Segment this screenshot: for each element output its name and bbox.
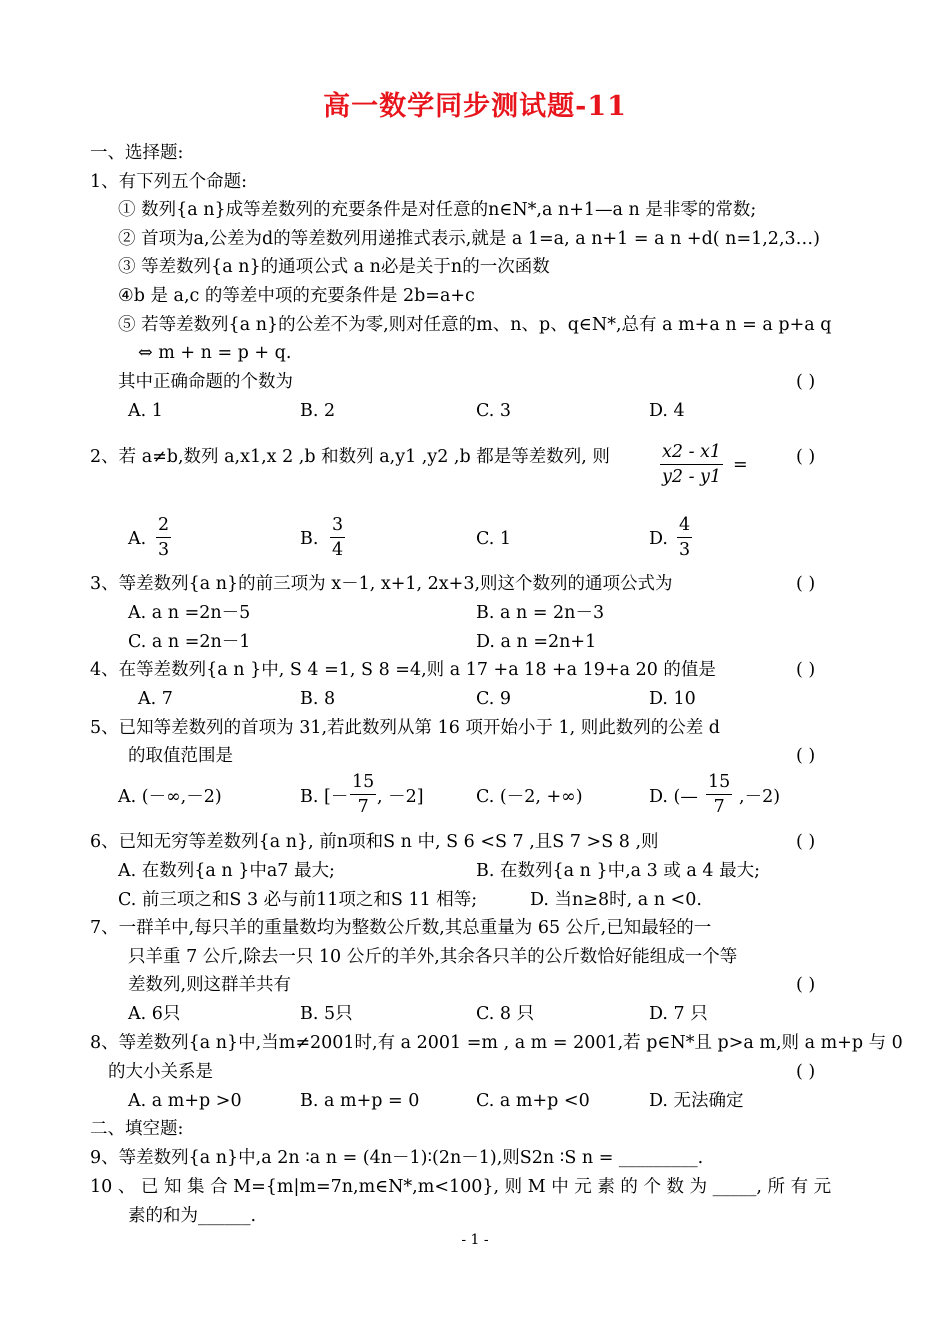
- q2-option-d-label: D.: [649, 529, 668, 549]
- q9-text: 9、等差数列{a n}中,a 2n ∶a n = (4n－1)∶(2n－1),则S2n ∶S n = _________.: [90, 1148, 704, 1168]
- page-title: 高一数学同步测试题-11: [323, 91, 627, 122]
- q7-option-a: A. 6只: [128, 1004, 181, 1024]
- q3-option-b: B. a n = 2n－3: [476, 603, 605, 623]
- q4-option-b: B. 8: [300, 689, 336, 709]
- q7-option-d: D. 7 只: [649, 1004, 708, 1024]
- q1-question: 其中正确命题的个数为: [118, 372, 293, 392]
- q5-option-d-fraction: [706, 772, 732, 817]
- q3-option-a: A. a n =2n－5: [128, 603, 251, 623]
- q6-stem: 6、已知无穷等差数列{a n}, 前n项和S n 中, S 6 <S 7 ,且S 7 >S 8 ,则: [90, 832, 659, 852]
- q5-option-b-fraction: [350, 772, 376, 817]
- q6-option-a: A. 在数列{a n }中a7 最大;: [118, 861, 335, 881]
- q2-option-b-label: B.: [300, 529, 319, 549]
- q5-option-b-suffix: , －2]: [377, 787, 424, 807]
- q8-option-c: C. a m+p <0: [476, 1091, 590, 1111]
- q6-answer-blank: ( ): [796, 832, 816, 852]
- q1-option-d: D. 4: [649, 401, 685, 421]
- q5-option-d-suffix: ,－2): [739, 787, 781, 807]
- q1-proposition-4: ④b 是 a,c 的等差中项的充要条件是 2b=a+c: [118, 286, 475, 306]
- q7-stem-cont-2: 差数列,则这群羊共有: [128, 975, 292, 995]
- q2-fraction-numerator: x2 - x1: [662, 442, 722, 462]
- q5-option-a: A. (－∞,－2): [118, 787, 222, 807]
- page-number: - 1 -: [461, 1232, 489, 1248]
- q2-option-d-fraction: [677, 515, 692, 560]
- q3-stem: 3、等差数列{a n}的前三项为 x－1, x+1, 2x+3,则这个数列的通项公式为: [90, 574, 673, 594]
- q2-option-b-den: 4: [332, 540, 344, 560]
- q2-option-b-num: 3: [332, 515, 344, 535]
- q1-proposition-5: ⑤ 若等差数列{a n}的公差不为零,则对任意的m、n、p、q∈N*,总有 a m+a n = a p+a q: [118, 315, 832, 335]
- q2-option-d-num: 4: [679, 515, 691, 535]
- q5-option-b-den: 7: [357, 797, 369, 817]
- q2-option-a-den: 3: [158, 540, 170, 560]
- q10-text-cont: 素的和为______.: [128, 1206, 257, 1226]
- q1-option-c: C. 3: [476, 401, 512, 421]
- section-heading-fill-in: 二、填空题:: [90, 1119, 184, 1139]
- q5-answer-blank: ( ): [796, 746, 816, 766]
- q8-stem: 8、等差数列{a n}中,当m≠2001时,有 a 2001 =m , a m = 2001,若 p∈N*且 p>a m,则 a m+p 与 0: [90, 1033, 903, 1053]
- q7-option-c: C. 8 只: [476, 1004, 535, 1024]
- q5-stem: 5、已知等差数列的首项为 31,若此数列从第 16 项开始小于 1, 则此数列的公差 d: [90, 718, 721, 738]
- q4-option-a: A. 7: [138, 689, 173, 709]
- q10-text: 10 、 已 知 集 合 M={m|m=7n,m∈N*,m<100}, 则 M 中 元 素 的 个 数 为 _____, 所 有 元: [90, 1177, 832, 1197]
- q1-option-a: A. 1: [128, 401, 163, 421]
- q7-stem-cont-1: 只羊重 7 公斤,除去一只 10 公斤的羊外,其余各只羊的公斤数恰好能组成一个等: [128, 947, 738, 967]
- q8-option-d: D. 无法确定: [649, 1091, 744, 1111]
- q2-fraction-denominator: y2 - y1: [662, 467, 722, 487]
- q2-option-a-num: 2: [158, 515, 170, 535]
- q4-option-d: D. 10: [649, 689, 696, 709]
- q5-option-c: C. (－2, +∞): [476, 787, 583, 807]
- q8-answer-blank: ( ): [796, 1062, 816, 1082]
- q1-proposition-1: ① 数列{a n}成等差数列的充要条件是对任意的n∈N*,a n+1—a n 是非零的常数;: [118, 200, 757, 220]
- q2-equals: =: [733, 455, 748, 475]
- q1-proposition-3: ③ 等差数列{a n}的通项公式 a n必是关于n的一次函数: [118, 257, 550, 277]
- q5-option-b-num: 15: [352, 772, 375, 792]
- q1-proposition-5-cont: ⇔ m + n = p + q.: [138, 343, 292, 363]
- q3-option-d: D. a n =2n+1: [476, 632, 597, 652]
- q6-option-c: C. 前三项之和S 3 必与前11项之和S 11 相等;: [118, 890, 478, 910]
- q8-option-b: B. a m+p = 0: [300, 1091, 420, 1111]
- q7-option-b: B. 5只: [300, 1004, 353, 1024]
- q6-option-d: D. 当n≥8时, a n <0.: [530, 890, 702, 910]
- q2-option-b-fraction: [330, 515, 345, 560]
- q1-proposition-2: ② 首项为a,公差为d的等差数列用递推式表示,就是 a 1=a, a n+1 = a n +d( n=1,2,3…): [118, 229, 820, 249]
- q7-stem: 7、一群羊中,每只羊的重量数均为整数公斤数,其总重量为 65 公斤,已知最轻的一: [90, 918, 712, 938]
- q5-option-d-den: 7: [713, 797, 725, 817]
- q4-stem: 4、在等差数列{a n }中, S 4 =1, S 8 =4,则 a 17 +a 18 +a 19+a 20 的值是: [90, 660, 716, 680]
- q2-option-a-label: A.: [128, 529, 147, 549]
- q3-option-c: C. a n =2n－1: [128, 632, 251, 652]
- q8-stem-cont: 的大小关系是: [108, 1062, 213, 1082]
- q2-answer-blank: ( ): [796, 447, 816, 467]
- q6-option-b: B. 在数列{a n }中,a 3 或 a 4 最大;: [476, 861, 760, 881]
- q4-option-c: C. 9: [476, 689, 512, 709]
- q5-option-d-num: 15: [708, 772, 731, 792]
- q3-answer-blank: ( ): [796, 574, 816, 594]
- q1-option-b: B. 2: [300, 401, 336, 421]
- q1-stem: 1、有下列五个命题:: [90, 172, 248, 192]
- q1-answer-blank: ( ): [796, 372, 816, 392]
- q4-answer-blank: ( ): [796, 660, 816, 680]
- q5-stem-cont: 的取值范围是: [128, 746, 233, 766]
- q5-option-d-prefix: D. (—: [649, 787, 698, 807]
- q2-stem: 2、若 a≠b,数列 a,x1,x 2 ,b 和数列 a,y1 ,y2 ,b 都是等差数列, 则: [90, 447, 610, 467]
- section-heading-choice: 一、选择题:: [90, 143, 184, 163]
- q2-option-d-den: 3: [679, 540, 691, 560]
- q2-fraction: [660, 442, 723, 487]
- q2-option-a-fraction: [156, 515, 171, 560]
- q2-option-c: C. 1: [476, 529, 512, 549]
- q5-option-b-prefix: B. [－: [300, 787, 349, 807]
- q8-option-a: A. a m+p >0: [128, 1091, 242, 1111]
- q7-answer-blank: ( ): [796, 975, 816, 995]
